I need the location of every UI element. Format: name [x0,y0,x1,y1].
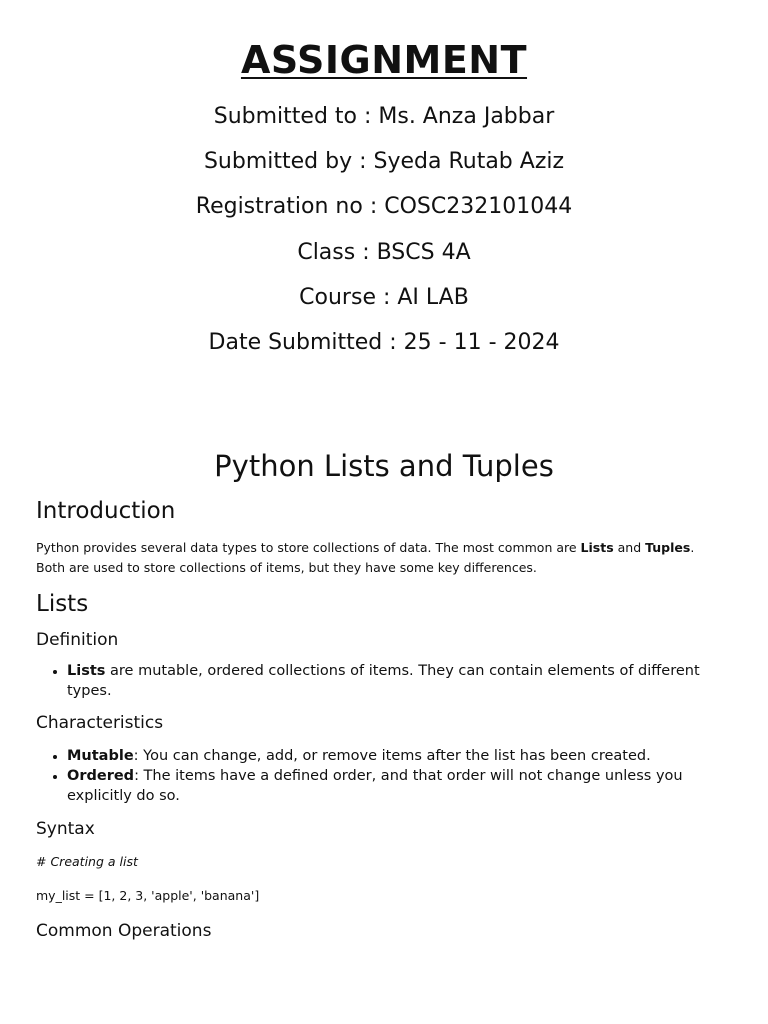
submitted-to: Submitted to : Ms. Anza Jabbar [213,104,555,129]
date-submitted: Date Submitted : 25 - 11 - 2024 [208,330,560,356]
registration-number: Registration no : COSC232101044 [195,194,573,220]
definition-list [36,661,726,701]
characteristics-heading: Characteristics [36,713,164,733]
course-name: Course : AI LAB [299,284,469,310]
characteristic-term: Mutable [67,748,134,764]
introduction-heading: Introduction [36,498,176,524]
intro-lists-term: Lists [580,540,614,555]
intro-and-text: and [613,540,646,555]
assignment-title: ASSIGNMENT [240,38,528,82]
characteristic-text: : The items have a defined order, and that order will not change unless you explicitly do so. [67,768,683,804]
list-item [67,766,726,806]
characteristics-list [36,746,726,806]
intro-text-2: . Both are used to store collections of items, but they have some key differences. [36,540,695,575]
definition-text: are mutable, ordered collections of items. They can contain elements of different types. [67,663,700,699]
intro-tuples-term: Tuples [645,540,691,555]
introduction-paragraph [36,538,726,578]
lists-heading: Lists [36,591,89,617]
characteristic-text: : You can change, add, or remove items after the list has been created. [133,748,651,764]
class-name: Class : BSCS 4A [297,239,471,265]
intro-text-1: Python provides several data types to store collections of data. The most common are [36,540,581,555]
cover-block [0,34,768,365]
syntax-heading: Syntax [36,819,95,839]
common-operations-heading: Common Operations [36,921,212,941]
document-body [36,494,726,944]
code-comment: # Creating a list [36,854,138,869]
code-line: my_list = [1, 2, 3, 'apple', 'banana'] [36,888,260,903]
list-item [67,746,726,766]
submitted-by: Submitted by : Syeda Rutab Aziz [203,149,565,175]
list-item [67,661,726,701]
document-title: Python Lists and Tuples [214,449,554,483]
definition-heading: Definition [36,630,119,650]
characteristic-term: Ordered [67,768,135,784]
definition-term: Lists [67,663,106,679]
